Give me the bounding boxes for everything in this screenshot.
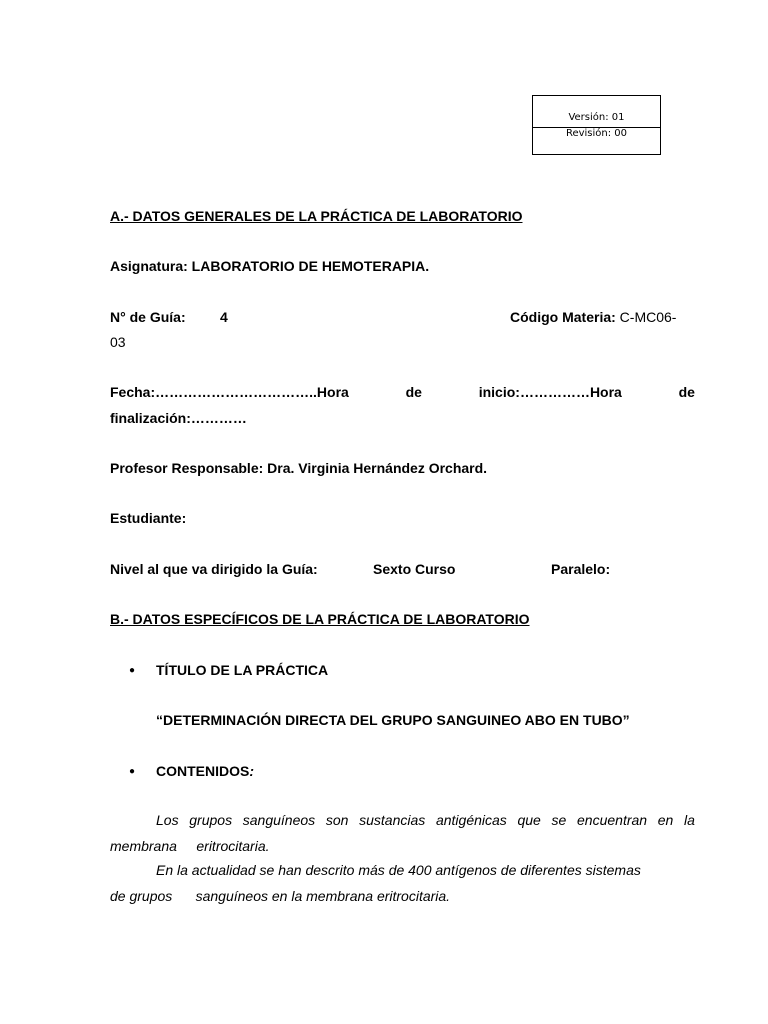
contenidos-colon: : <box>249 763 255 779</box>
word: la <box>684 812 695 828</box>
profesor-line: Profesor Responsable: Dra. Virginia Hernández Orchard. <box>110 460 488 476</box>
version-label: Versión: 01 <box>568 112 625 123</box>
titulo-practica-value: “DETERMINACIÓN DIRECTA DEL GRUPO SANGUINEO ABO EN TUBO” <box>156 712 630 728</box>
word: en <box>657 812 674 828</box>
section-b-title: B.- DATOS ESPECÍFICOS DE LA PRÁCTICA DE LABORATORIO <box>110 611 530 627</box>
nivel-label: Nivel al que va dirigido la Guía: <box>110 561 318 577</box>
codigo-value: C-MC06- <box>615 309 677 325</box>
word: grupos <box>189 812 233 828</box>
bullet-icon: ● <box>129 665 136 676</box>
bullet-icon: ● <box>129 766 136 777</box>
word: Los <box>156 812 179 828</box>
paralelo-label: Paralelo: <box>551 561 611 577</box>
paragraph-2-line-1: En la actualidad se han descrito más de 400 antígenos de diferentes sistemas <box>156 862 641 878</box>
codigo-materia <box>510 309 676 325</box>
section-a-title: A.- DATOS GENERALES DE LA PRÁCTICA DE LABORATORIO <box>110 208 523 224</box>
titulo-practica-label: TÍTULO DE LA PRÁCTICA <box>156 662 329 678</box>
codigo-label: Código Materia: <box>510 309 616 325</box>
paragraph-1-line-2: membrana eritrocitaria. <box>110 838 270 854</box>
word: sanguíneos <box>242 812 316 828</box>
paragraph-2-line-2: de grupos sanguíneos en la membrana eritrocitaria. <box>110 888 451 904</box>
guia-label: N° de Guía: <box>110 309 186 325</box>
finalizacion-line: finalización:………… <box>110 410 247 426</box>
estudiante-line: Estudiante: <box>110 510 187 526</box>
fecha-part-2: de <box>405 384 422 400</box>
word: antigénicas <box>435 812 507 828</box>
word: sustancias <box>359 812 426 828</box>
guia-value: 4 <box>220 309 228 325</box>
version-box <box>532 95 661 155</box>
word: se <box>551 812 567 828</box>
fecha-part-1: Fecha:……………………………..Hora <box>110 384 349 400</box>
contenidos-label: CONTENIDOS <box>156 763 250 779</box>
contenidos-heading <box>156 763 254 779</box>
word: son <box>325 812 349 828</box>
word: que <box>517 812 541 828</box>
asignatura-line: Asignatura: LABORATORIO DE HEMOTERAPIA. <box>110 258 430 274</box>
word: encuentran <box>577 812 648 828</box>
fecha-part-4: de <box>678 384 695 400</box>
fecha-line <box>110 384 695 400</box>
fecha-part-3: inicio:……………Hora <box>478 384 622 400</box>
nivel-value: Sexto Curso <box>373 561 456 577</box>
codigo-continuation: 03 <box>110 334 126 350</box>
paragraph-1-line-1 <box>156 812 695 828</box>
revision-label: Revisión: 00 <box>565 128 628 139</box>
